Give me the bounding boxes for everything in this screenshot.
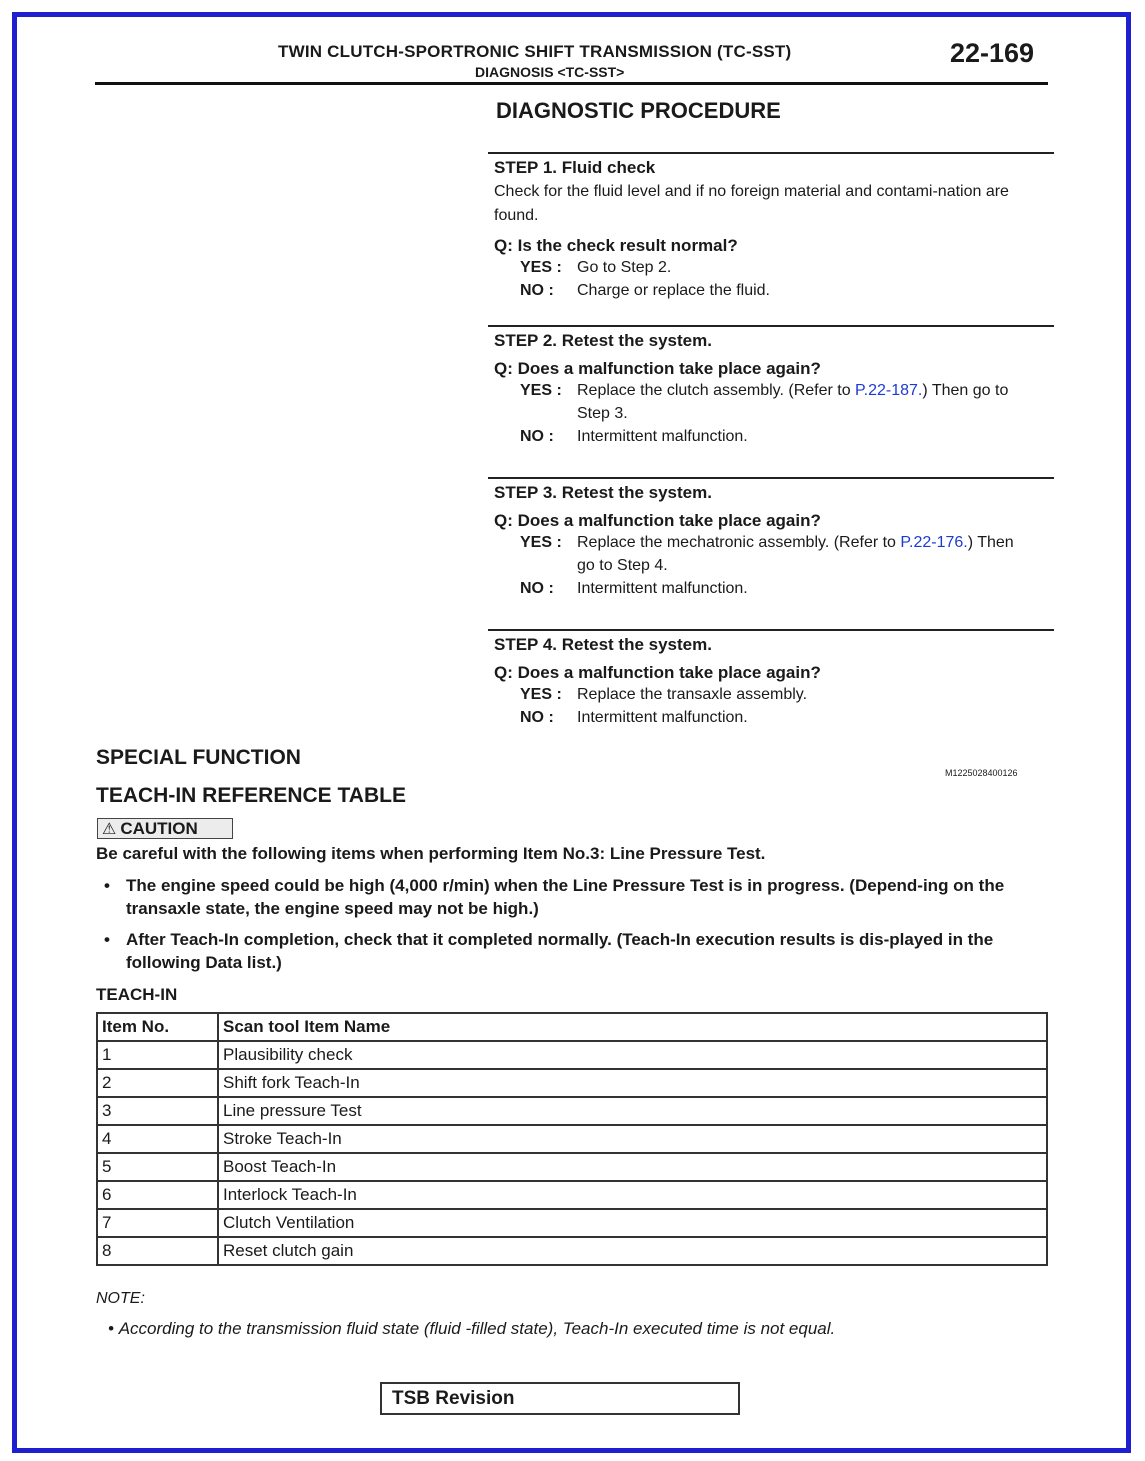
item-no-cell: 2 <box>97 1069 218 1097</box>
table-header-row <box>97 1013 1047 1041</box>
answer-no <box>520 425 1054 448</box>
item-name-cell: Reset clutch gain <box>218 1237 1047 1265</box>
header-subtitle: DIAGNOSIS <TC-SST> <box>475 64 625 80</box>
no-label: NO : <box>520 428 554 445</box>
table-row <box>97 1181 1047 1209</box>
item-name-cell: Plausibility check <box>218 1041 1047 1069</box>
no-text: Intermittent malfunction. <box>577 709 748 726</box>
step-question: Q: Does a malfunction take place again? <box>494 359 821 378</box>
step-3 <box>488 477 1054 600</box>
item-name-cell: Clutch Ventilation <box>218 1209 1047 1237</box>
table-row <box>97 1069 1047 1097</box>
step-question: Q: Does a malfunction take place again? <box>494 663 821 682</box>
item-no-cell: 4 <box>97 1125 218 1153</box>
yes-label: YES : <box>520 534 562 551</box>
table-row <box>97 1237 1047 1265</box>
bullet-item <box>104 874 1054 920</box>
column-header-item-name: Scan tool Item Name <box>218 1013 1047 1041</box>
yes-label: YES : <box>520 259 562 276</box>
item-no-cell: 7 <box>97 1209 218 1237</box>
yes-text-pre: Replace the clutch assembly. (Refer to <box>577 382 856 399</box>
table-row <box>97 1209 1047 1237</box>
item-no-cell: 5 <box>97 1153 218 1181</box>
teach-in-reference-title: TEACH-IN REFERENCE TABLE <box>96 784 406 807</box>
yes-label: YES : <box>520 686 562 703</box>
bullet-icon: • <box>104 876 110 895</box>
item-name-cell: Shift fork Teach-In <box>218 1069 1047 1097</box>
table-row <box>97 1097 1047 1125</box>
reference-code: M1225028400126 <box>945 768 1018 778</box>
header-rule <box>95 82 1048 85</box>
table-row <box>97 1125 1047 1153</box>
answer-no <box>520 706 1054 729</box>
answer-no <box>520 279 1054 302</box>
item-name-cell: Interlock Teach-In <box>218 1181 1047 1209</box>
bullet-text: After Teach-In completion, check that it completed normally. (Teach-In execution results is dis-played in the following Data list.) <box>126 930 994 972</box>
page-reference-link[interactable]: P.22-187. <box>855 382 923 399</box>
caution-badge <box>97 818 233 839</box>
yes-text-post: ) Then go to Step 3. <box>577 382 1009 422</box>
step-title: STEP 1. Fluid check <box>494 158 656 177</box>
answer-yes <box>520 683 1054 706</box>
procedure-title: DIAGNOSTIC PROCEDURE <box>496 98 781 123</box>
caution-text: Be careful with the following items when performing Item No.3: Line Pressure Test. <box>96 844 766 863</box>
yes-text-pre: Replace the mechatronic assembly. (Refer to <box>577 534 901 551</box>
item-no-cell: 1 <box>97 1041 218 1069</box>
answer-yes <box>520 379 1054 425</box>
yes-text-post: ) Then go to Step 4. <box>577 534 1014 574</box>
caution-label: CAUTION <box>120 818 198 838</box>
no-label: NO : <box>520 580 554 597</box>
bullet-icon: • <box>104 930 110 949</box>
note-bullet-text: According to the transmission fluid state (fluid -filled state), Teach-In executed time is not equal. <box>118 1319 836 1338</box>
page-reference-link[interactable]: P.22-176. <box>900 534 968 551</box>
column-header-item-no: Item No. <box>97 1013 218 1041</box>
tsb-revision-box: TSB Revision <box>380 1382 740 1415</box>
bullet-icon: • <box>108 1319 119 1338</box>
step-4 <box>488 629 1054 729</box>
special-function-title: SPECIAL FUNCTION <box>96 746 301 769</box>
item-name-cell: Line pressure Test <box>218 1097 1047 1125</box>
step-question: Q: Does a malfunction take place again? <box>494 511 821 530</box>
step-description: Check for the fluid level and if no foreign material and contami-nation are found. <box>494 183 1009 224</box>
yes-text <box>577 379 1054 425</box>
yes-text: Go to Step 2. <box>577 259 672 276</box>
header-title: TWIN CLUTCH-SPORTRONIC SHIFT TRANSMISSION (TC-SST) <box>278 42 792 61</box>
note-text <box>108 1319 835 1339</box>
yes-text <box>577 531 1054 577</box>
teach-in-table <box>96 1012 1048 1266</box>
table-row <box>97 1041 1047 1069</box>
bullet-item <box>104 928 1054 974</box>
no-label: NO : <box>520 282 554 299</box>
item-name-cell: Boost Teach-In <box>218 1153 1047 1181</box>
step-title: STEP 3. Retest the system. <box>494 483 712 502</box>
page-number: 22-169 <box>950 38 1035 68</box>
answer-yes <box>520 256 1054 279</box>
no-text: Intermittent malfunction. <box>577 428 748 445</box>
item-name-cell: Stroke Teach-In <box>218 1125 1047 1153</box>
no-label: NO : <box>520 709 554 726</box>
answer-yes <box>520 531 1054 577</box>
note-label: NOTE: <box>96 1290 145 1307</box>
answer-no <box>520 577 1054 600</box>
warning-triangle-icon: ⚠ <box>102 820 117 838</box>
caution-bullets <box>104 874 1054 982</box>
step-question: Q: Is the check result normal? <box>494 236 738 255</box>
step-2 <box>488 325 1054 448</box>
no-text: Intermittent malfunction. <box>577 580 748 597</box>
yes-label: YES : <box>520 382 562 399</box>
bullet-text: The engine speed could be high (4,000 r/min) when the Line Pressure Test is in progress. (Depend-ing on the transaxle state, the engine speed may not be high.) <box>126 876 1005 918</box>
teach-in-table-title: TEACH-IN <box>96 985 178 1004</box>
yes-text: Replace the transaxle assembly. <box>577 686 808 703</box>
step-title: STEP 4. Retest the system. <box>494 635 712 654</box>
item-no-cell: 8 <box>97 1237 218 1265</box>
no-text: Charge or replace the fluid. <box>577 282 770 299</box>
item-no-cell: 6 <box>97 1181 218 1209</box>
step-1 <box>488 152 1054 302</box>
item-no-cell: 3 <box>97 1097 218 1125</box>
table-row <box>97 1153 1047 1181</box>
step-title: STEP 2. Retest the system. <box>494 331 712 350</box>
